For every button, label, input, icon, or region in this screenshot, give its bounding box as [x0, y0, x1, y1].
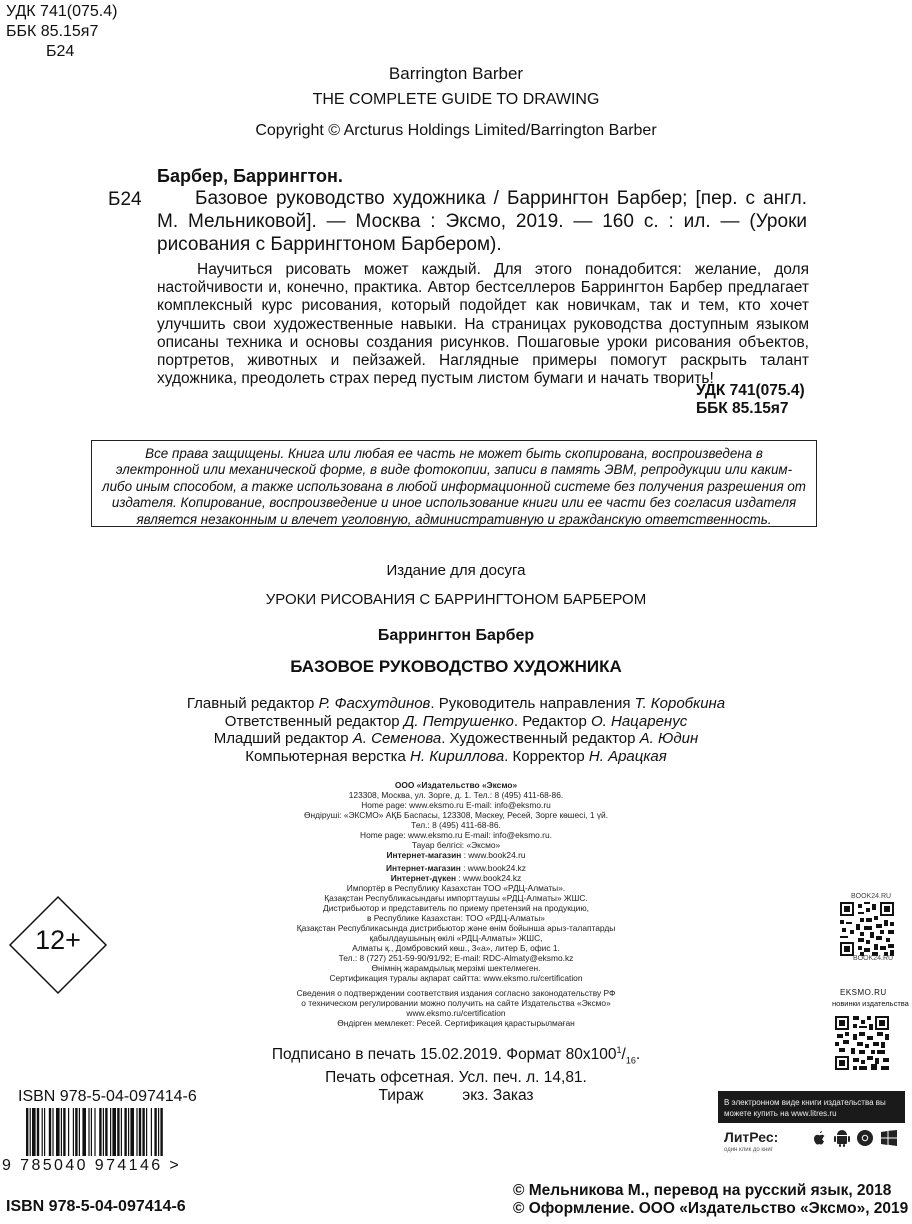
barcode-bar: [124, 1108, 126, 1156]
credit-line: Компьютерная верстка Н. Кириллова. Корректор Н. Арацкая: [245, 747, 667, 765]
barcode-bar: [128, 1108, 129, 1156]
udk-right-block: [696, 382, 805, 418]
barcode-bar: [68, 1108, 69, 1156]
barcode-bar: [88, 1108, 89, 1156]
litres-tagline: один клик до книг: [724, 1147, 773, 1153]
platform-icons: [810, 1129, 898, 1147]
barcode-bar: [112, 1108, 116, 1156]
barcode-bar: [105, 1108, 107, 1156]
qr-code-icon: [840, 902, 894, 956]
isbn-box-label: ISBN 978-5-04-097414-6: [18, 1088, 197, 1105]
copyrights: [513, 1182, 908, 1218]
apple-icon: [810, 1129, 828, 1147]
barcode-bar: [99, 1108, 101, 1156]
author-ru: Баррингтон Барбер: [377, 627, 535, 644]
barcode-bar: [91, 1108, 92, 1156]
bib-code: Б24: [108, 189, 142, 210]
bib-author-heading: Барбер, Баррингтон.: [157, 166, 343, 186]
barcode-bar: [151, 1108, 152, 1156]
barcode-bar: [61, 1108, 62, 1156]
barcode-bar: [79, 1108, 80, 1156]
barcode-bar: [142, 1108, 144, 1156]
title-ru: БАЗОВОЕ РУКОВОДСТВО ХУДОЖНИКА: [290, 657, 622, 676]
barcode-bar: [154, 1108, 156, 1156]
copyright-design: © Оформление. ООО «Издательство «Эксмо», 2019: [513, 1200, 909, 1217]
udk-code: УДК 741(075.4): [6, 3, 118, 20]
barcode-bar: [130, 1108, 134, 1156]
litres-banner[interactable]: [718, 1091, 905, 1161]
udk-right: УДК 741(075.4): [696, 382, 805, 399]
barcode-bar: [103, 1108, 104, 1156]
barcode-bar: [82, 1108, 86, 1156]
author-mark: Б24: [46, 43, 75, 60]
print-signed: Подписано в печать 15.02.2019. Формат $80x100^1/_{16}$.: [271, 1045, 641, 1066]
original-title: THE COMPLETE GUIDE TO DRAWING: [312, 91, 600, 108]
series-title: УРОКИ РИСОВАНИЯ С БАРРИНГТОНОМ БАРБЕРОМ: [265, 591, 647, 608]
barcode-bar: [110, 1108, 111, 1156]
barcode-bar: [63, 1108, 65, 1156]
original-author: Barrington Barber: [388, 64, 524, 83]
print-run: Тираж экз. Заказ: [378, 1087, 534, 1105]
classification-codes: [6, 2, 117, 62]
windows-icon: [880, 1129, 898, 1147]
barcode-bar: [32, 1108, 36, 1156]
barcode-bar: [75, 1108, 77, 1156]
qr-eksmo[interactable]: EKSMO.RU новинки издательства: [832, 988, 908, 1074]
edition-type: Издание для досуга: [386, 562, 526, 579]
barcode-bar: [121, 1108, 122, 1156]
isbn-bottom: ISBN 978-5-04-097414-6: [6, 1198, 186, 1215]
copyright-translation: © Мельникова М., перевод на русский язык, 2018: [513, 1182, 892, 1199]
browser-icon: [856, 1129, 874, 1147]
barcode-bar: [73, 1108, 74, 1156]
barcode-bar: [56, 1108, 60, 1156]
barcode-bar: [146, 1108, 147, 1156]
credit-line: Главный редактор Р. Фасхутдинов. Руководитель направления Т. Коробкина: [186, 695, 726, 712]
print-offset: Печать офсетная. Усл. печ. л. 14,81.: [325, 1069, 587, 1087]
credit-line: Младший редактор А. Семенова. Художественный редактор А. Юдин: [213, 730, 699, 747]
barcode-bar: [136, 1108, 137, 1156]
barcode-icon: [12, 1108, 217, 1158]
bbk-right: ББК 85.15я7: [696, 400, 789, 417]
qr-book24[interactable]: BOOK24.RU BOOK24.RU: [829, 893, 907, 963]
barcode-digits: 9 785040 974146 >: [2, 1157, 182, 1174]
barcode-bar: [117, 1108, 119, 1156]
barcode-bar: [160, 1108, 162, 1156]
barcode-bar: [37, 1108, 39, 1156]
barcode-bar: [52, 1108, 53, 1156]
barcode-bar: [158, 1108, 159, 1156]
barcode-bar: [139, 1108, 141, 1156]
barcode-bar: [30, 1108, 31, 1156]
barcode-bar: [44, 1108, 45, 1156]
litres-logo: ЛитРес:: [724, 1129, 779, 1145]
bbk-code: ББК 85.15я7: [6, 23, 99, 40]
age-rating-text: 12+: [35, 925, 81, 955]
credit-line: Ответственный редактор Д. Петрушенко. Редактор О. Нацаренус: [224, 712, 688, 730]
barcode-bar: [49, 1108, 51, 1156]
rights-notice: Все права защищены. Книга или любая ее часть не может быть скопирована, воспроизведена в электронной или механической форме, в виде фотокопии, записи в память ЭВМ, репродукции или каким-либо иным способом, а также использована в любой информационной системе без получения разрешения от издателя. Копирование, воспроизведение и иное использование книги или ее части без согласия издателя является незаконным и влечет уголовную, административную и гражданскую ответственность.: [91, 440, 817, 527]
bib-description: Базовое руководство художника / Баррингтон Барбер; [пер. с англ. М. Мельниковой]. — Москва : Эксмо, 2019. — 160 с. : ил. — (Уроки рисования с Баррингтоном Барбером).: [157, 188, 807, 255]
qr-code-icon: [835, 1016, 889, 1070]
android-icon: [834, 1129, 850, 1147]
barcode-bar: [94, 1108, 95, 1156]
barcode-bar: [26, 1108, 28, 1156]
publisher-info: ООО «Издательство «Эксмо» 123308, Москва, ул. Зорге, д. 1. Тел.: 8 (495) 411-68-86. Home page: www.eksmo.ru E-mail: info@eksmo.ru Өндіруші: «ЭКСМО» АҚБ Баспасы, 123308, Мәскеу, Ресей, Зорге көшесі, 1 үй. Тел.: 8 (495) 411-68-86. Home page: www.eksmo.ru E-mail: info@eksmo.ru. Тауар белгісі: «Эксмо» Интернет-магазин : www.book24.ru Интернет-магазин : www.book24.kz Интернет-дүкен : www.book24.kz Импортёр в Республику Казахстан ТОО «РДЦ-Алматы». Қазақстан Республикасындағы импорттаушы «РДЦ-Алматы» ЖШС. Дистрибьютор и представитель по приему претензий на продукцию, в Республике Казахстан: ТОО «РДЦ-Алматы» Қазақстан Республикасында дистрибьютор және өнім бойынша арыз-талаптарды қабылдаушының өкілі «РДЦ-Алматы» ЖШС, Алматы қ., Домбровский көш., 3«а», литер Б, офис 1. Тел.: 8 (727) 251-59-90/91/92; E-mail: RDC-Almaty@eksmo.kz Өнімнің жарамдылық мерзімі шектелмеген. Сертификация туралы ақпарат сайтта: www.eksmo.ru/certification Сведения о подтверждении соответствия издания согласно законодательству РФ о техническом регулировании можно получить на сайте Издательства «Эксмо» www.eksmo.ru/certification Өндірген мемлекет: Ресей. Сертификация қарастырылмаған: [296, 780, 616, 1028]
annotation: Научиться рисовать может каждый. Для этого понадобится: желание, доля настойчивости и, конечно, практика. Автор бестселлеров Баррингтон Барбер предлагает комплексный курс рисования, который подойдет как новичкам, так и тем, кто хочет улучшить свои художественные навыки. На страницах руководства доступным языком описаны техника и основы создания рисунков. Пошаговые уроки рисования объектов, портретов, животных и пейзажей. Наглядные примеры помогут раскрыть талант художника, преодолеть страх перед пустым листом бумаги и начать творить!: [157, 261, 809, 388]
credits: [0, 695, 912, 765]
litres-text: В электронном виде книги издательства вы можете купить на www.litres.ru: [718, 1091, 905, 1123]
age-rating-badge: [8, 895, 108, 995]
barcode-bar: [42, 1108, 43, 1156]
original-copyright: Copyright © Arcturus Holdings Limited/Barrington Barber: [255, 122, 657, 139]
